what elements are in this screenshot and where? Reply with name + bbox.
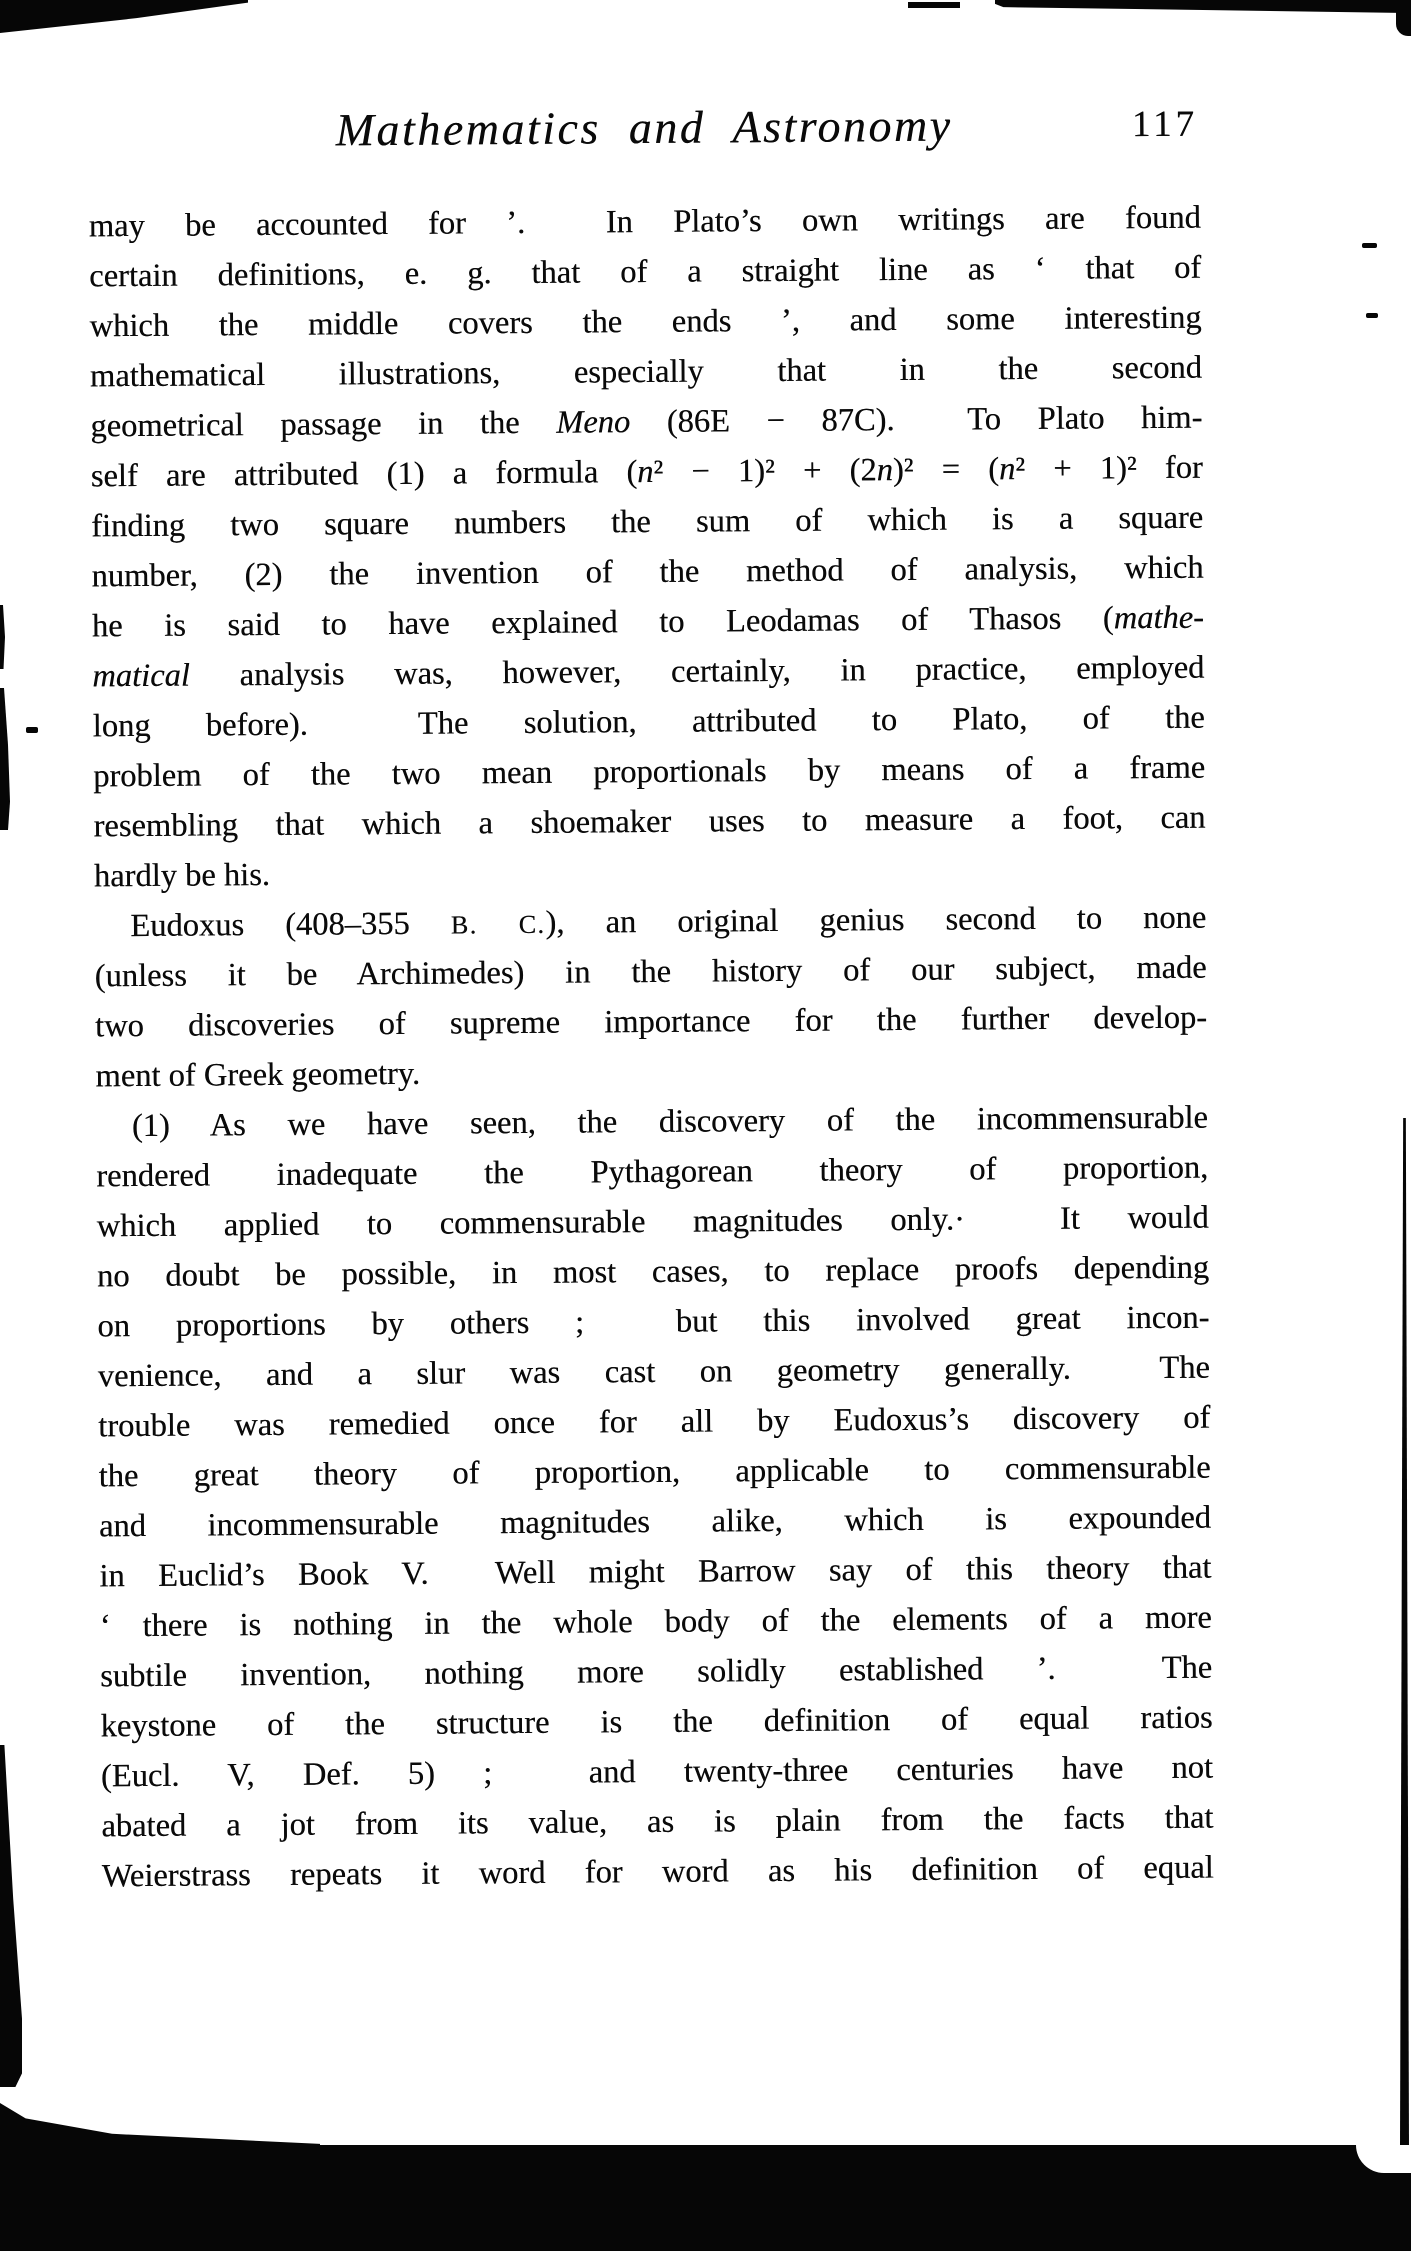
body-text-segment: n — [637, 453, 654, 491]
body-text-segment: ment of Greek geometry. — [95, 1055, 421, 1095]
body-text-segment: n — [876, 452, 894, 489]
body-text-segment: mathe- — [1113, 599, 1205, 637]
body-text-segment: Eudoxus (408–355 — [130, 905, 451, 945]
page-body — [89, 193, 1214, 1902]
body-text-segment: two discoveries of supreme importance for the further develop- — [94, 999, 1208, 1045]
body-line — [89, 193, 1201, 252]
body-line — [94, 943, 1206, 1002]
body-line — [95, 1043, 1207, 1102]
body-text-segment: no doubt be possible, in most cases, to replace proofs depending — [96, 1249, 1210, 1295]
body-text-segment: which the middle covers the ends ’, and some interesting — [89, 299, 1202, 345]
body-line — [92, 593, 1204, 652]
page-number: 117 — [1131, 103, 1199, 146]
body-line — [100, 1593, 1212, 1652]
body-line — [93, 693, 1205, 752]
body-text-segment: ), an original genius second to none — [545, 899, 1207, 941]
body-line — [90, 343, 1202, 402]
body-text-segment: B. C. — [450, 909, 546, 940]
body-text-segment: and incommensurable magnitudes alike, which is expounded — [98, 1499, 1212, 1545]
body-line — [98, 1393, 1210, 1452]
body-text-segment: Meno — [556, 404, 631, 441]
body-line — [94, 843, 1206, 902]
body-text-segment: venience, and a slur was cast on geometry generally. The — [97, 1349, 1210, 1395]
body-text-segment: (Eucl. V, Def. 5) ; and twenty-three centuries have not — [100, 1749, 1214, 1795]
body-text-segment: (86E − 87C). To Plato him- — [630, 399, 1203, 441]
body-text-segment: resembling that which a shoemaker uses to measure a foot, can — [93, 799, 1206, 845]
body-line — [96, 1143, 1208, 1202]
body-line — [91, 443, 1203, 502]
body-text-segment: ‘ there is nothing in the whole body of the elements of a more — [99, 1599, 1212, 1645]
body-line — [95, 993, 1207, 1052]
body-text-segment: problem of the two mean proportionals by means of a frame — [92, 749, 1206, 795]
body-text-segment: certain definitions, e. g. that of a straight line as ‘ that of — [89, 249, 1202, 295]
body-text-segment: keystone of the structure is the definition of equal ratios — [100, 1699, 1213, 1745]
body-line — [101, 1793, 1213, 1852]
body-line — [89, 243, 1201, 302]
body-text-segment: subtile invention, nothing more solidly established ’. The — [100, 1649, 1213, 1695]
body-text-segment: (1) As we have seen, the discovery of the incommensurable — [131, 1099, 1208, 1145]
body-text-segment: long before). The solution, attributed to Plato, of the — [92, 699, 1205, 745]
body-text-segment: geometrical passage in the — [90, 404, 557, 445]
body-line — [92, 643, 1204, 702]
body-text-segment: number, (2) the invention of the method of analysis, which — [91, 549, 1204, 595]
body-line — [100, 1693, 1212, 1752]
body-text-segment: mathematical illustrations, especially that in the second — [89, 349, 1203, 395]
body-text-segment: n — [998, 451, 1016, 488]
body-line — [97, 1293, 1209, 1352]
body-line — [91, 543, 1203, 602]
body-line — [96, 1093, 1208, 1152]
body-line — [94, 893, 1206, 952]
body-line — [98, 1443, 1210, 1502]
body-line — [91, 493, 1203, 552]
body-line — [99, 1493, 1211, 1552]
body-line — [101, 1743, 1213, 1802]
body-text-segment: may be accounted for ’. In Plato’s own writings are found — [88, 199, 1201, 245]
body-line — [99, 1543, 1211, 1602]
body-text-segment: in Euclid’s Book V. Well might Barrow say of this theory that — [99, 1549, 1212, 1595]
body-line — [93, 793, 1205, 852]
body-text-segment: abated a jot from its value, as is plain from the facts that — [101, 1799, 1214, 1845]
body-text-segment: matical — [92, 657, 190, 695]
running-header — [88, 97, 1201, 176]
body-text-segment: analysis was, however, certainly, in practice, employed — [189, 649, 1205, 694]
running-header-title: Mathematics and Astronomy — [335, 99, 953, 156]
body-text-segment: hardly be his. — [93, 856, 271, 895]
body-text-segment: the great theory of proportion, applicable to commensurable — [98, 1449, 1211, 1495]
body-line — [89, 293, 1201, 352]
body-text-segment: trouble was remedied once for all by Eudoxus’s discovery of — [98, 1399, 1211, 1445]
body-text-segment: finding two square numbers the sum of which is a square — [91, 499, 1204, 545]
body-line — [96, 1193, 1208, 1252]
body-text-segment: )² = ( — [892, 451, 1000, 489]
body-line — [100, 1643, 1212, 1702]
body-text-segment: on proportions by others ; but this involved great incon- — [97, 1299, 1210, 1345]
body-text-segment: ² − 1)² + (2 — [653, 452, 877, 490]
body-line — [90, 393, 1202, 452]
body-line — [93, 743, 1205, 802]
body-text-segment: rendered inadequate the Pythagorean theory of proportion, — [96, 1149, 1209, 1195]
body-text-segment: which applied to commensurable magnitudes only.· It would — [96, 1199, 1209, 1245]
body-text-segment: Weierstrass repeats it word for word as his definition of equal — [101, 1849, 1214, 1895]
body-text-segment: (unless it be Archimedes) in the history of our subject, made — [94, 949, 1207, 995]
body-text-segment: ² + 1)² for — [1015, 449, 1203, 488]
body-text-segment: self are attributed (1) a formula ( — [90, 454, 638, 495]
body-line — [98, 1343, 1210, 1402]
body-line — [97, 1243, 1209, 1302]
body-text-segment: he is said to have explained to Leodamas of Thasos ( — [91, 600, 1114, 645]
body-line — [102, 1843, 1214, 1902]
